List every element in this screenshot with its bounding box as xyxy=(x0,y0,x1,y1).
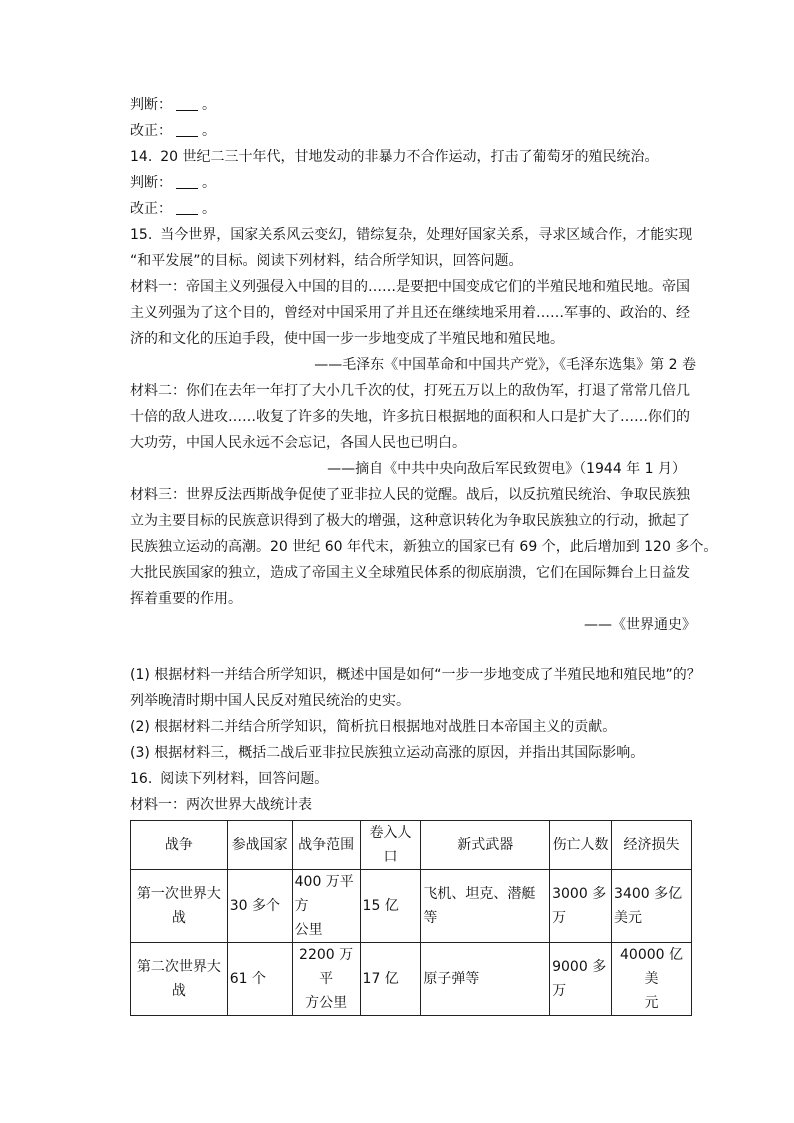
cell-text: 3400 多亿 xyxy=(614,886,683,902)
question-text: 当今世界，国家关系风云变幻，错综复杂，处理好国家关系，寻求区域合作，才能实现 xyxy=(160,227,693,243)
cell-text: 2200 万平 xyxy=(299,947,354,987)
q16-stem xyxy=(130,766,696,792)
cell-text: 战 xyxy=(171,910,186,926)
cell-text: 战 xyxy=(171,983,186,999)
q15-intro-2: “和平发展”的目标。阅读下列材料，结合所学知识，回答问题。 xyxy=(130,253,523,269)
q13-correct-line xyxy=(130,118,696,144)
table-header-cell: 战争范围 xyxy=(292,821,360,870)
weapons-cell: 原子弹等 xyxy=(421,943,550,1016)
material2-line: 大功劳，中国人民永远不会忘记，各国人民也已明白。 xyxy=(130,435,466,451)
cell-text: 元 xyxy=(644,995,659,1011)
scope-cell xyxy=(292,943,360,1016)
war-cell xyxy=(131,870,228,943)
table-header-cell: 伤亡人数 xyxy=(550,821,612,870)
end-mark: 。 xyxy=(202,123,216,139)
exam-page xyxy=(130,92,718,1016)
table-header-cell: 新式武器 xyxy=(421,821,550,870)
material1-line: 材料一：帝国主义列强侵入中国的目的……是要把中国变成它们的半殖民地和殖民地。帝国 xyxy=(130,279,690,295)
q14-correct-line xyxy=(130,196,696,222)
material3-line: 挥着重要的作用。 xyxy=(130,591,242,607)
cell-text: 400 万平方 xyxy=(294,874,354,914)
q14-stem xyxy=(130,144,696,170)
table-header-cell: 参战国家 xyxy=(227,821,292,870)
casualties-cell: 9000 多万 xyxy=(550,943,612,1016)
q14-judge-line xyxy=(130,170,696,196)
q16-material1-title: 材料一：两次世界大战统计表 xyxy=(130,797,312,813)
sub-question: (3) 根据材料三，概括二战后亚非拉民族独立运动高涨的原因，并指出其国际影响。 xyxy=(130,745,645,761)
answer-blank[interactable] xyxy=(176,122,198,137)
material1-line: 济的和文化的压迫手段，使中国一步一步地变成了半殖民地和殖民地。 xyxy=(130,331,564,347)
world-wars-stats-table xyxy=(130,820,692,1016)
loss-cell xyxy=(612,870,692,943)
material2-line: 材料二：你们在去年一年打了大小几千次的仗，打死五万以上的敌伪军，打退了常常几倍几 xyxy=(130,383,690,399)
material3-line: 立为主要目标的民族意识得到了极大的增强，这种意识转化为争取民族独立的行动，掀起了 xyxy=(130,513,690,529)
table-header-cell: 战争 xyxy=(131,821,228,870)
question-text: 20 世纪二三十年代，甘地发动的非暴力不合作运动，打击了葡萄牙的殖民统治。 xyxy=(160,149,659,165)
end-mark: 。 xyxy=(202,175,216,191)
q15-intro-1 xyxy=(130,222,696,248)
material3-line: 民族独立运动的高潮。20 世纪 60 年代末，新独立的国家已有 69 个，此后增加到 120 多个。 xyxy=(130,539,718,555)
countries-cell: 30 多个 xyxy=(227,870,292,943)
weapons-cell: 飞机、坦克、潜艇等 xyxy=(421,870,550,943)
table-row xyxy=(131,943,692,1016)
question-number: 15. xyxy=(130,227,153,243)
material2-source: ——摘自《中共中央向敌后军民致贺电》（1944 年 1 月） xyxy=(327,461,686,477)
material3-source: ——《世界通史》 xyxy=(584,617,696,633)
table-header-row xyxy=(131,821,692,870)
table-header-cell: 经济损失 xyxy=(612,821,692,870)
correct-label: 改正： xyxy=(130,123,172,139)
casualties-cell: 3000 多万 xyxy=(550,870,612,943)
cell-text: 美元 xyxy=(614,910,643,926)
end-mark: 。 xyxy=(202,97,216,113)
answer-blank[interactable] xyxy=(176,96,198,111)
judge-label: 判断： xyxy=(130,175,172,191)
cell-text: 40000 亿美 xyxy=(620,947,684,987)
judge-label: 判断： xyxy=(130,97,172,113)
answer-blank[interactable] xyxy=(176,174,198,189)
countries-cell: 61 个 xyxy=(227,943,292,1016)
material1-line: 主义列强为了这个目的，曾经对中国采用了并且还在继续地采用着……军事的、政治的、经 xyxy=(130,305,690,321)
sub-question: (1) 根据材料一并结合所学知识，概述中国是如何“一步一步地变成了半殖民地和殖民地”的？ xyxy=(130,667,701,683)
cell-text: 第二次世界大 xyxy=(136,959,221,975)
material2-line: 十倍的敌人进攻……收复了许多的失地，许多抗日根据地的面积和人口是扩大了……你们的 xyxy=(130,409,690,425)
population-cell: 15 亿 xyxy=(360,870,421,943)
question-text: 阅读下列材料，回答问题。 xyxy=(160,771,329,787)
question-number: 14. xyxy=(130,149,153,165)
correct-label: 改正： xyxy=(130,201,172,217)
question-number: 16. xyxy=(130,771,153,787)
cell-text: 方公里 xyxy=(305,995,348,1011)
end-mark: 。 xyxy=(202,201,216,217)
spacer xyxy=(130,638,696,662)
material1-source: ——毛泽东《中国革命和中国共产党》，《毛泽东选集》第 2 卷 xyxy=(314,357,696,373)
q13-judge-line xyxy=(130,92,696,118)
answer-blank[interactable] xyxy=(176,200,198,215)
material3-line: 大批民族国家的独立，造成了帝国主义全球殖民体系的彻底崩溃，它们在国际舞台上日益发 xyxy=(130,565,690,581)
cell-text: 公里 xyxy=(294,922,323,938)
sub-question: (2) 根据材料二并结合所学知识，简析抗日根据地对战胜日本帝国主义的贡献。 xyxy=(130,719,617,735)
table-header-cell: 卷入人口 xyxy=(360,821,421,870)
loss-cell xyxy=(612,943,692,1016)
scope-cell xyxy=(292,870,360,943)
table-row xyxy=(131,870,692,943)
war-cell xyxy=(131,943,228,1016)
sub-question: 列举晚清时期中国人民反对殖民统治的史实。 xyxy=(130,693,410,709)
cell-text: 第一次世界大 xyxy=(136,886,221,902)
population-cell: 17 亿 xyxy=(360,943,421,1016)
material3-line: 材料三：世界反法西斯战争促使了亚非拉人民的觉醒。战后，以反抗殖民统治、争取民族独 xyxy=(130,487,690,503)
